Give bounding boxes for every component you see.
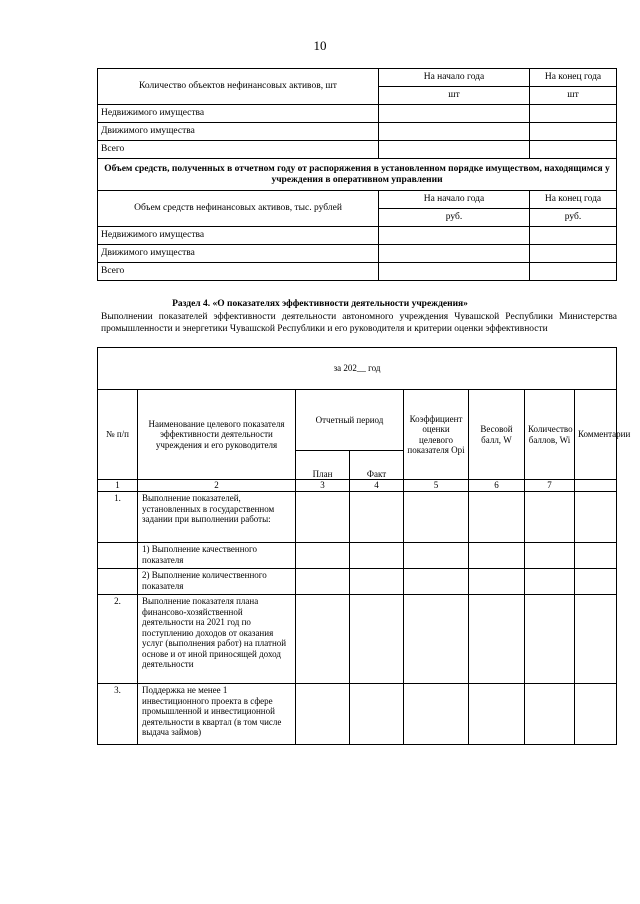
cell [530, 227, 617, 245]
unit-end: руб. [530, 209, 617, 227]
section-title: Раздел 4. «О показателях эффективности деятельности учреждения» [172, 299, 468, 309]
period-header: Отчетный период [296, 390, 404, 451]
cell [296, 492, 350, 543]
assets-table [97, 68, 617, 281]
row-number: 3. [98, 684, 138, 745]
period-title: за 202__ год [98, 348, 617, 390]
funds-heading: Объем средств, полученных в отчетном году от распоряжения в установленном порядке имуществом, находящимся у учреждения в оперативном управлении [98, 159, 617, 191]
row-label: Всего [98, 263, 379, 281]
cell [379, 227, 530, 245]
weight-header: Весовой балл, W [469, 390, 525, 480]
col-number: 1 [98, 480, 138, 492]
page-number: 10 [313, 38, 327, 53]
funds-volume-header: Объем средств нефинансовых активов, тыс. рублей [98, 191, 379, 227]
cell [296, 543, 350, 569]
indicator-text: 2) Выполнение количественного показателя [138, 569, 296, 595]
row-label: Недвижимого имущества [98, 227, 379, 245]
cell [404, 595, 469, 684]
cell [404, 543, 469, 569]
cell [350, 492, 404, 543]
indicator-text: Выполнение показателей, установленных в государственном задании при выполнении работы: [138, 492, 296, 543]
coef-header: Коэффициент оценки целевого показателя Opi [404, 390, 469, 480]
start-year-header: На начало года [379, 69, 530, 87]
cell [530, 141, 617, 159]
row-label: Всего [98, 141, 379, 159]
cell [296, 595, 350, 684]
row-label: Движимого имущества [98, 245, 379, 263]
cell [469, 569, 525, 595]
col-number: 2 [138, 480, 296, 492]
col-number: 3 [296, 480, 350, 492]
cell [404, 684, 469, 745]
row-number [98, 569, 138, 595]
cell [469, 543, 525, 569]
cell [379, 245, 530, 263]
start-year-header: На начало года [379, 191, 530, 209]
cell [575, 543, 617, 569]
cell [350, 543, 404, 569]
num-header: № п/п [98, 390, 138, 480]
indicator-text: Выполнение показателя плана финансово-хозяйственной деятельности на 2021 год по поступлению доходов от оказания услуг (выполнения работ) на платной основе и от иной приносящей доход деятельности [138, 595, 296, 684]
cell [525, 492, 575, 543]
unit-start: руб. [379, 209, 530, 227]
fact-header: Факт [350, 451, 404, 480]
col-number: 6 [469, 480, 525, 492]
name-header: Наименование целевого показателя эффективности деятельности учреждения и его руководителя [138, 390, 296, 480]
cell [350, 595, 404, 684]
cell [379, 263, 530, 281]
cell [379, 105, 530, 123]
row-number: 2. [98, 595, 138, 684]
cell [525, 684, 575, 745]
cell [404, 569, 469, 595]
cell [575, 684, 617, 745]
cell [575, 569, 617, 595]
indicator-text: 1) Выполнение качественного показателя [138, 543, 296, 569]
cell [575, 492, 617, 543]
cell [296, 684, 350, 745]
cell [525, 543, 575, 569]
cell [525, 569, 575, 595]
comment-header: Комментарии [575, 390, 617, 480]
row-label: Недвижимого имущества [98, 105, 379, 123]
score-header: Количество баллов, Wi [525, 390, 575, 480]
cell [530, 263, 617, 281]
col-number: 7 [525, 480, 575, 492]
plan-header: План [296, 451, 350, 480]
cell [530, 105, 617, 123]
cell [350, 684, 404, 745]
cell [530, 123, 617, 141]
unit-start: шт [379, 87, 530, 105]
row-number [98, 543, 138, 569]
unit-end: шт [530, 87, 617, 105]
cell [575, 595, 617, 684]
end-year-header: На конец года [530, 191, 617, 209]
cell [525, 595, 575, 684]
row-number: 1. [98, 492, 138, 543]
cell [379, 141, 530, 159]
cell [530, 245, 617, 263]
assets-count-header: Количество объектов нефинансовых активов, шт [98, 69, 379, 105]
col-number [575, 480, 617, 492]
cell [379, 123, 530, 141]
cell [350, 569, 404, 595]
indicator-text: Поддержка не менее 1 инвестиционного проекта в сфере промышленной и инвестиционной деятельности в квартал (в том числе выдача займов) [138, 684, 296, 745]
section-intro: Выполнении показателей эффективности деятельности автономного учреждения Чувашской Республики Министерства промышленности и энергетики Чувашской Республики и его руководителя и критерии оценки эффективности [101, 312, 617, 334]
cell [469, 684, 525, 745]
row-label: Движимого имущества [98, 123, 379, 141]
cell [469, 595, 525, 684]
efficiency-table [97, 347, 631, 745]
end-year-header: На конец года [530, 69, 617, 87]
col-number: 5 [404, 480, 469, 492]
cell [296, 569, 350, 595]
cell [469, 492, 525, 543]
col-number: 4 [350, 480, 404, 492]
cell [404, 492, 469, 543]
